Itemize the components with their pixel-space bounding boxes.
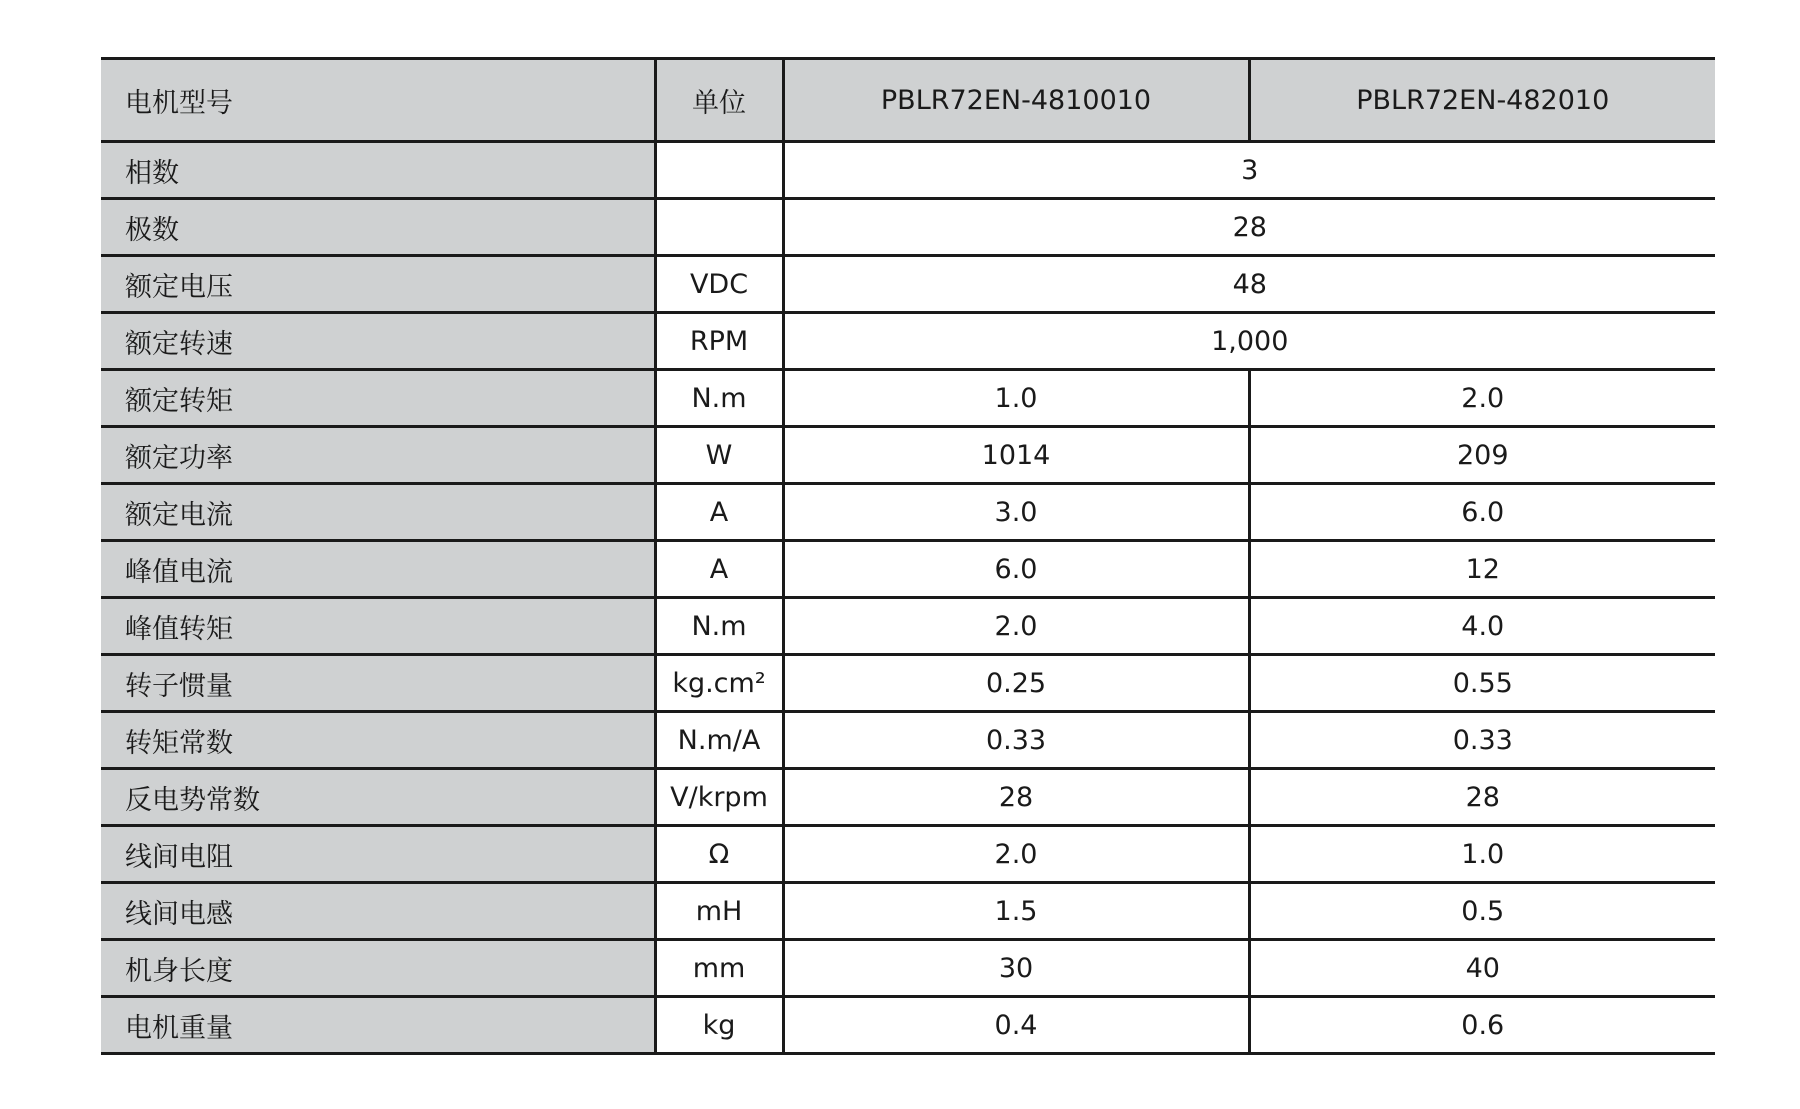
table-row xyxy=(101,598,1715,655)
value-cell-model-2: 4.0 xyxy=(1249,598,1715,655)
value-cell-model-2: 0.55 xyxy=(1249,655,1715,712)
unit-cell xyxy=(655,199,783,256)
value-cell-model-2: 2.0 xyxy=(1249,370,1715,427)
table-header-row xyxy=(101,59,1715,142)
table-row xyxy=(101,256,1715,313)
param-cell: 转矩常数 xyxy=(101,712,655,769)
param-cell: 额定转速 xyxy=(101,313,655,370)
table-row xyxy=(101,541,1715,598)
table-row xyxy=(101,883,1715,940)
param-cell: 额定功率 xyxy=(101,427,655,484)
param-cell: 线间电感 xyxy=(101,883,655,940)
value-cell-model-1: 3.0 xyxy=(783,484,1249,541)
unit-cell: A xyxy=(655,484,783,541)
value-cell-model-2: 0.6 xyxy=(1249,997,1715,1054)
value-cell-model-1: 30 xyxy=(783,940,1249,997)
param-cell: 额定转矩 xyxy=(101,370,655,427)
value-cell-shared: 1,000 xyxy=(783,313,1715,370)
unit-cell: mH xyxy=(655,883,783,940)
table-row xyxy=(101,484,1715,541)
value-cell-model-2: 209 xyxy=(1249,427,1715,484)
unit-cell: kg xyxy=(655,997,783,1054)
header-model-2-cell: PBLR72EN-482010 xyxy=(1249,59,1715,142)
header-model-1-cell: PBLR72EN-4810010 xyxy=(783,59,1249,142)
value-cell-shared: 3 xyxy=(783,142,1715,199)
unit-cell: N.m/A xyxy=(655,712,783,769)
value-cell-model-1: 2.0 xyxy=(783,826,1249,883)
unit-cell xyxy=(655,142,783,199)
param-cell: 峰值电流 xyxy=(101,541,655,598)
table-row xyxy=(101,655,1715,712)
value-cell-model-1: 0.33 xyxy=(783,712,1249,769)
table-row xyxy=(101,199,1715,256)
value-cell-model-2: 6.0 xyxy=(1249,484,1715,541)
unit-cell: W xyxy=(655,427,783,484)
table-row xyxy=(101,142,1715,199)
value-cell-shared: 28 xyxy=(783,199,1715,256)
param-cell: 额定电压 xyxy=(101,256,655,313)
unit-cell: N.m xyxy=(655,370,783,427)
param-cell: 极数 xyxy=(101,199,655,256)
value-cell-model-1: 2.0 xyxy=(783,598,1249,655)
param-cell: 电机重量 xyxy=(101,997,655,1054)
table-row xyxy=(101,427,1715,484)
value-cell-model-2: 28 xyxy=(1249,769,1715,826)
param-cell: 机身长度 xyxy=(101,940,655,997)
value-cell-model-1: 6.0 xyxy=(783,541,1249,598)
value-cell-model-1: 1.5 xyxy=(783,883,1249,940)
value-cell-model-2: 12 xyxy=(1249,541,1715,598)
table-row xyxy=(101,997,1715,1054)
table-row xyxy=(101,940,1715,997)
param-cell: 线间电阻 xyxy=(101,826,655,883)
value-cell-model-1: 0.25 xyxy=(783,655,1249,712)
value-cell-model-1: 1.0 xyxy=(783,370,1249,427)
table-row xyxy=(101,370,1715,427)
value-cell-shared: 48 xyxy=(783,256,1715,313)
table-row xyxy=(101,313,1715,370)
param-cell: 反电势常数 xyxy=(101,769,655,826)
table-row xyxy=(101,769,1715,826)
param-cell: 转子惯量 xyxy=(101,655,655,712)
unit-cell: kg.cm² xyxy=(655,655,783,712)
table-row xyxy=(101,826,1715,883)
value-cell-model-2: 0.5 xyxy=(1249,883,1715,940)
unit-cell: VDC xyxy=(655,256,783,313)
header-unit-cell: 单位 xyxy=(655,59,783,142)
param-cell: 额定电流 xyxy=(101,484,655,541)
value-cell-model-2: 1.0 xyxy=(1249,826,1715,883)
motor-spec-table xyxy=(101,57,1715,1055)
value-cell-model-1: 1014 xyxy=(783,427,1249,484)
header-param-cell: 电机型号 xyxy=(101,59,655,142)
value-cell-model-1: 0.4 xyxy=(783,997,1249,1054)
value-cell-model-1: 28 xyxy=(783,769,1249,826)
spec-table-body xyxy=(101,59,1715,1054)
unit-cell: mm xyxy=(655,940,783,997)
unit-cell: A xyxy=(655,541,783,598)
unit-cell: RPM xyxy=(655,313,783,370)
value-cell-model-2: 40 xyxy=(1249,940,1715,997)
param-cell: 相数 xyxy=(101,142,655,199)
unit-cell: N.m xyxy=(655,598,783,655)
param-cell: 峰值转矩 xyxy=(101,598,655,655)
unit-cell: Ω xyxy=(655,826,783,883)
value-cell-model-2: 0.33 xyxy=(1249,712,1715,769)
unit-cell: V/krpm xyxy=(655,769,783,826)
table-row xyxy=(101,712,1715,769)
